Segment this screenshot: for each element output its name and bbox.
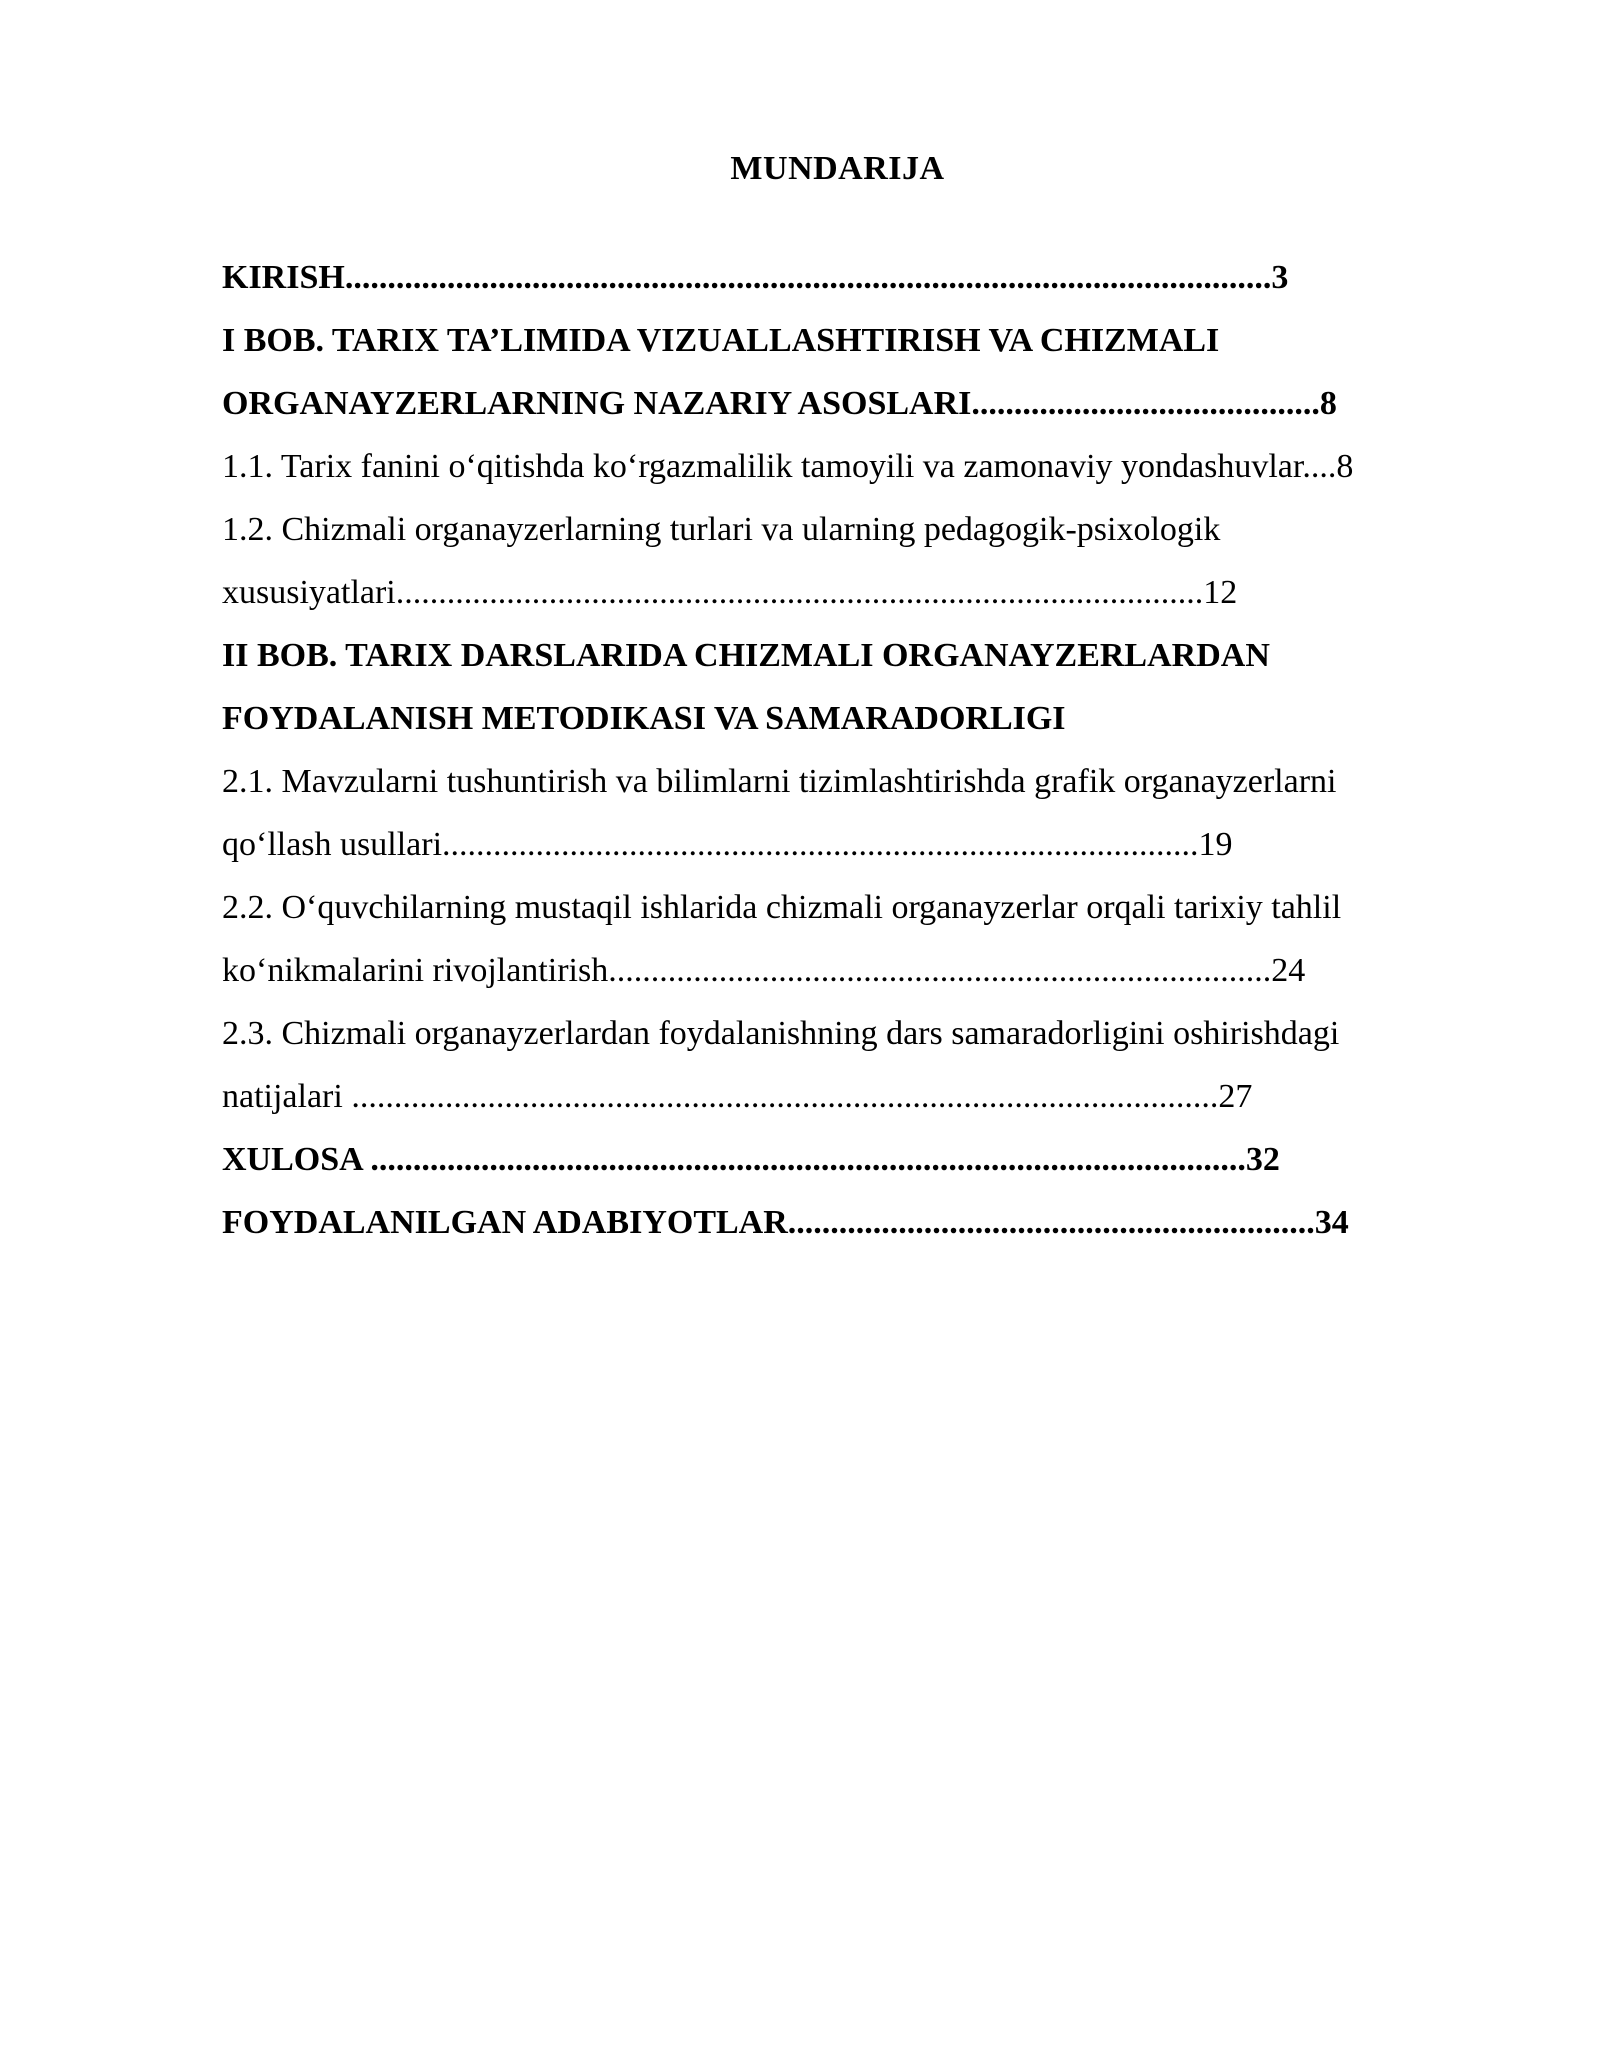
toc-entry-kirish[interactable]: KIRISH.............................................................................................................3: [222, 259, 1289, 296]
toc-entry-xulosa[interactable]: XULOSA .......................................................................................................32: [222, 1141, 1280, 1178]
toc-entry-adabiyotlar[interactable]: FOYDALANILGAN ADABIYOTLAR..............................................................34: [222, 1204, 1349, 1241]
toc-entry-section-1-1[interactable]: 1.1. Tarix fanini o‘qitishda ko‘rgazmalilik tamoyili va zamonaviy yondashuvlar....8: [222, 448, 1354, 485]
toc-entry-chapter-1-line-2[interactable]: ORGANAYZERLARNING NAZARIY ASOSLARI.........................................8: [222, 385, 1337, 422]
toc-entry-section-2-2-line-1[interactable]: 2.2. O‘quvchilarning mustaqil ishlarida chizmali organayzerlar orqali tarixiy tahlil: [222, 889, 1342, 926]
toc-entry-section-1-2-line-1[interactable]: 1.2. Chizmali organayzerlarning turlari va ularning pedagogik-psixologik: [222, 511, 1221, 548]
toc-entry-section-2-3-line-2[interactable]: natijalari ......................................................................................................27: [222, 1078, 1253, 1115]
toc-entry-chapter-2-line-1[interactable]: II BOB. TARIX DARSLARIDA CHIZMALI ORGANAYZERLARDAN: [222, 637, 1270, 674]
table-of-contents: [222, 246, 1444, 1254]
toc-entry-chapter-2-line-2[interactable]: FOYDALANISH METODIKASI VA SAMARADORLIGI: [222, 700, 1066, 737]
toc-entry-section-2-2-line-2[interactable]: ko‘nikmalarini rivojlantirish..............................................................................24: [222, 952, 1306, 989]
toc-entry-chapter-1-line-1[interactable]: I BOB. TARIX TA’LIMIDA VIZUALLASHTIRISH VA CHIZMALI: [222, 322, 1220, 359]
toc-entry-section-2-3-line-1[interactable]: 2.3. Chizmali organayzerlardan foydalanishning dars samaradorligini oshirishdagi: [222, 1015, 1340, 1052]
toc-entry-section-2-1-line-2[interactable]: qo‘llash usullari.........................................................................................19: [222, 826, 1233, 863]
toc-entry-section-1-2-line-2[interactable]: xususiyatlari...............................................................................................12: [222, 574, 1238, 611]
toc-entry-section-2-1-line-1[interactable]: 2.1. Mavzularni tushuntirish va bilimlarni tizimlashtirishda grafik organayzerlarni: [222, 763, 1337, 800]
toc-title: MUNDARIJA: [730, 150, 945, 187]
